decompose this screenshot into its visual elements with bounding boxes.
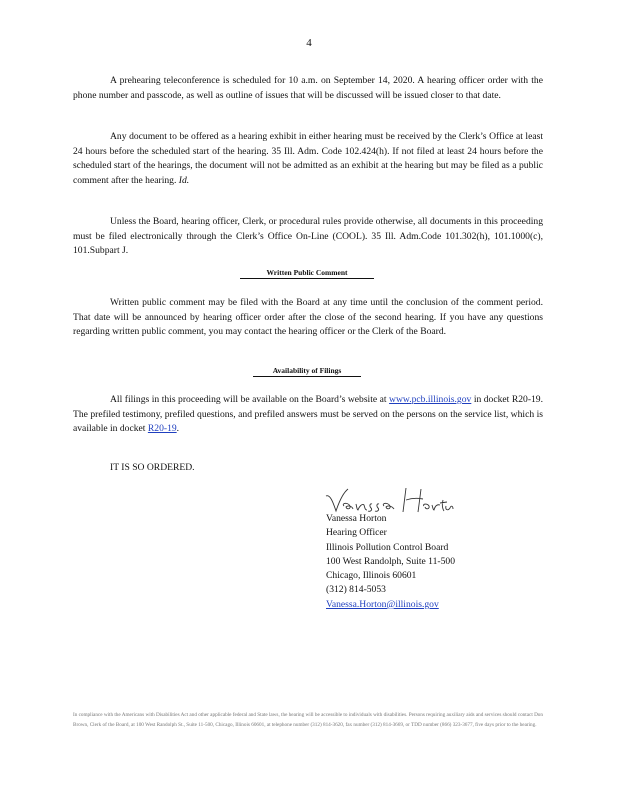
prehearing-paragraph [73, 74, 543, 103]
docket-link[interactable]: R20-19 [147, 423, 177, 434]
signer-address-line1: 100 West Randolph, Suite 11-500 [326, 555, 456, 567]
documents-paragraph [73, 130, 543, 188]
documents-citation: Id. [178, 174, 190, 186]
prehearing-text: A prehearing teleconference is scheduled for 10 a.m. on September 14, 2020. A hearing officer order with the phone number and passcode, as well as outline of issues that will be discussed will be issued closer to that date. [73, 75, 543, 101]
signer-organization: Illinois Pollution Control Board [326, 541, 449, 553]
availability-paragraph: All filings in this proceeding will be available on the Board’s website at www.pcb.illinois.gov in docket R20-19. The prefiled testimony, prefiled questions, and prefiled answers must be served on the persons on the service list, which is available in docket R20-19. [73, 394, 543, 434]
signer-address-line2: Chicago, Illinois 60601 [326, 570, 417, 582]
accessibility-footnote: In compliance with the Americans with Disabilities Act and other applicable federal and State laws, the hearing will be accessible to individuals with disabilities. Persons requiring auxiliary aids and services should contact Don Brown, Clerk of the Board, at 100 West Randolph St., Suite 11-500, Chicago, Illinois 60601, at telephone number (312) 814-3620, fax number (312) 814-3669, or TDD number (866) 323-3677, five days prior to the hearing. [73, 712, 543, 728]
board-website-link[interactable]: www.pcb.illinois.gov [389, 394, 472, 405]
closing-statement: IT IS SO ORDERED. [110, 462, 195, 473]
signer-phone: (312) 814-5053 [326, 584, 386, 596]
availability-text-1: All filings in this proceeding will be available on the Board’s website at [110, 394, 387, 405]
signer-name: Vanessa Horton [326, 513, 387, 524]
signer-email-link[interactable]: Vanessa.Horton@illinois.gov [326, 598, 439, 610]
heading-availability-of-filings: Availability of Filings [253, 366, 361, 377]
availability-text-2: in docket R20-19. The prefiled testimony, prefiled questions, and prefiled answers must be served on the persons on the service list, which is available in docket [73, 394, 543, 434]
public-comment-paragraph [73, 296, 543, 340]
electronic-filing-paragraph [73, 215, 543, 259]
heading-written-public-comment: Written Public Comment [240, 268, 374, 279]
electronic-filing-text: Unless the Board, hearing officer, Clerk, or procedural rules provide otherwise, all documents in this proceeding must be filed electronically through the Clerk’s Office On-Line (COOL). 35 Ill. Adm.Code 101.302(h), 101.1000(c), 101.Subpart J. [73, 216, 543, 256]
public-comment-text: Written public comment may be filed with the Board at any time until the conclusion of the comment period. That date will be announced by hearing officer order after the close of the second hearing. If you have any questions regarding written public comment, you may contact the hearing officer or the Clerk of the Board. [73, 297, 543, 337]
signer-title: Hearing Officer [326, 527, 387, 539]
documents-text: Any document to be offered as a hearing exhibit in either hearing must be received by the Clerk’s Office at least 24 hours before the scheduled start of the hearing. 35 Ill. Adm. Code 102.424(h). If not filed at least 24 hours before the scheduled start of the hearings, the document will not be admitted as an exhibit at the hearing but may be filed as a public comment after the hearing. [73, 131, 543, 186]
signature-block [326, 512, 470, 612]
page-number: 4 [306, 37, 312, 49]
